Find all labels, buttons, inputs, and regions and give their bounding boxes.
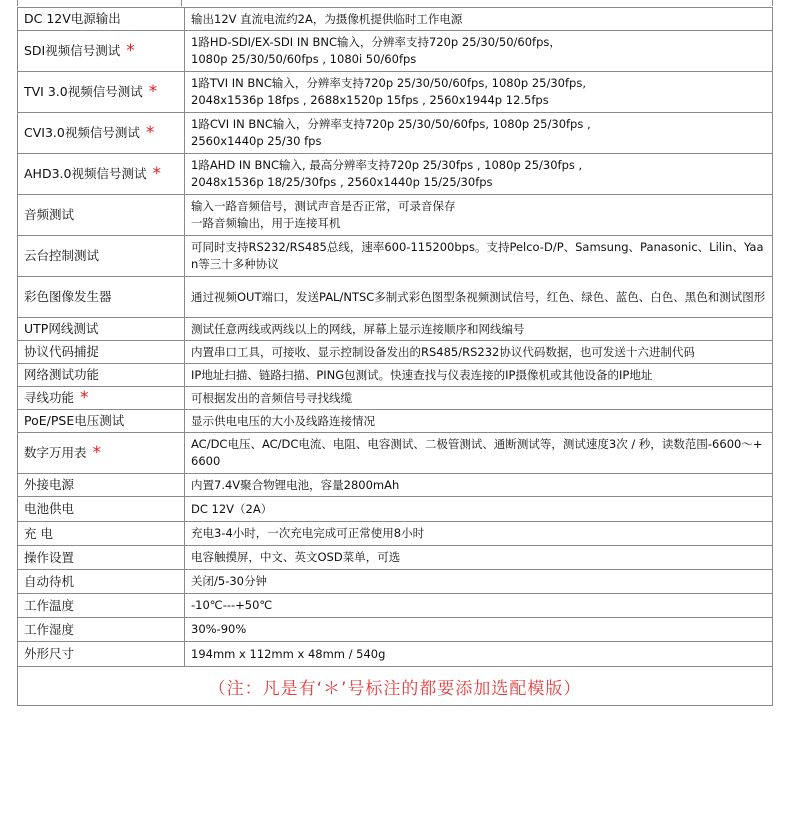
row-value-line: 可根据发出的音频信号寻找线缆 bbox=[191, 390, 352, 405]
table-row bbox=[18, 594, 773, 618]
row-value bbox=[185, 546, 773, 570]
row-label-text: 充 电 bbox=[24, 525, 53, 541]
table-row bbox=[18, 570, 773, 594]
row-label bbox=[18, 594, 185, 618]
row-value-line: 2560x1440p 25/30 fps bbox=[191, 134, 322, 148]
table-top-stub-mid bbox=[181, 0, 182, 6]
row-label bbox=[18, 318, 185, 341]
row-value bbox=[185, 433, 773, 474]
table-row bbox=[18, 642, 773, 667]
row-value-line: 关闭/5-30分钟 bbox=[191, 574, 267, 588]
asterisk-icon: * bbox=[92, 443, 102, 463]
row-value-line: -10℃---+50℃ bbox=[191, 598, 273, 612]
spec-table-body bbox=[18, 8, 773, 667]
table-row bbox=[18, 72, 773, 113]
row-label-text: 外形尺寸 bbox=[24, 646, 75, 661]
row-value-line: 1080p 25/30/50/60fps , 1080i 50/60fps bbox=[191, 52, 417, 66]
table-row bbox=[18, 433, 773, 474]
row-value-line: 可同时支持RS232/RS485总线，速率600-115200bps。支持Pelco-D/P、Samsung、Panasonic、Lilin、Yaan等三十多种协议 bbox=[191, 240, 764, 271]
row-label bbox=[18, 341, 185, 364]
row-value-line: 1路TVI IN BNC输入，分辨率支持720p 25/30/50/60fps, 1080p 25/30fps, bbox=[191, 76, 586, 90]
table-row bbox=[18, 318, 773, 341]
row-label bbox=[18, 72, 185, 113]
row-value-line: 输出12V 直流电流约2A，为摄像机提供临时工作电源 bbox=[191, 11, 463, 26]
asterisk-icon: * bbox=[148, 82, 158, 102]
row-value-line: 内置7.4V聚合物锂电池，容量2800mAh bbox=[191, 477, 400, 492]
row-label-text: 音频测试 bbox=[24, 207, 75, 222]
row-value bbox=[185, 570, 773, 594]
row-label-text: CVI3.0视频信号测试 bbox=[24, 125, 140, 140]
row-label-text: TVI 3.0视频信号测试 bbox=[24, 84, 143, 99]
row-label bbox=[18, 387, 185, 410]
row-value-line: 输入一路音频信号，测试声音是否正常，可录音保存 bbox=[191, 199, 456, 213]
row-value bbox=[185, 522, 773, 546]
row-value bbox=[185, 236, 773, 277]
row-label-text: UTP网线测试 bbox=[24, 321, 99, 336]
row-label bbox=[18, 410, 185, 433]
row-label bbox=[18, 546, 185, 570]
row-label bbox=[18, 364, 185, 387]
row-label bbox=[18, 31, 185, 72]
row-value bbox=[185, 364, 773, 387]
asterisk-icon: * bbox=[145, 123, 155, 143]
row-value bbox=[185, 113, 773, 154]
row-label bbox=[18, 433, 185, 474]
row-value-line: 电容触摸屏，中文、英文OSD菜单，可选 bbox=[191, 550, 401, 564]
table-top-stub-left bbox=[17, 0, 18, 6]
row-value-line: 30%-90% bbox=[191, 622, 247, 636]
row-value bbox=[185, 594, 773, 618]
table-row bbox=[18, 277, 773, 318]
row-label-text: SDI视频信号测试 bbox=[24, 43, 121, 58]
row-value bbox=[185, 474, 773, 497]
row-label bbox=[18, 570, 185, 594]
row-value-line: 194mm x 112mm x 48mm / 540g bbox=[191, 646, 386, 661]
row-label-text: 彩色图像发生器 bbox=[24, 289, 112, 304]
row-value bbox=[185, 195, 773, 236]
row-label-text: PoE/PSE电压测试 bbox=[24, 413, 125, 428]
row-label-text: 电池供电 bbox=[24, 501, 75, 516]
row-value bbox=[185, 618, 773, 642]
table-row bbox=[18, 236, 773, 277]
row-value bbox=[185, 642, 773, 667]
table-row bbox=[18, 410, 773, 433]
row-value-line: 内置串口工具，可接收、显示控制设备发出的RS485/RS232协议代码数据，也可发送十六进制代码 bbox=[191, 344, 695, 359]
asterisk-icon: * bbox=[126, 41, 135, 61]
row-value-line: 2048x1536p 18/25/30fps , 2560x1440p 15/25/30fps bbox=[191, 175, 493, 189]
row-label bbox=[18, 642, 185, 667]
row-label-text: 外接电源 bbox=[24, 477, 75, 492]
row-label bbox=[18, 522, 185, 546]
table-row bbox=[18, 474, 773, 497]
table-row bbox=[18, 154, 773, 195]
row-value-line: 1路HD-SDI/EX-SDI IN BNC输入，分辨率支持720p 25/30/50/60fps， bbox=[191, 35, 561, 49]
table-row bbox=[18, 113, 773, 154]
row-label-text: 网络测试功能 bbox=[24, 367, 100, 382]
row-value bbox=[185, 318, 773, 341]
row-label-text: 寻线功能 bbox=[24, 390, 75, 405]
row-label-text: DC 12V电源输出 bbox=[24, 11, 121, 26]
row-value-line: AC/DC电压、AC/DC电流、电阻、电容测试、二极管测试、通断测试等，测试速度3次 / 秒，读数范围-6600～+6600 bbox=[191, 437, 763, 468]
row-label-text: 自动待机 bbox=[24, 573, 75, 589]
row-value bbox=[185, 154, 773, 195]
asterisk-icon: * bbox=[80, 388, 89, 408]
row-value bbox=[185, 341, 773, 364]
row-value-line: 测试任意两线或两线以上的网线，屏幕上显示连接顺序和网线编号 bbox=[191, 321, 525, 336]
row-value bbox=[185, 410, 773, 433]
row-value-line: 通过视频OUT端口，发送PAL/NTSC多制式彩色图型条视频测试信号，红色、绿色、蓝色、白色、黑色和测试图形 bbox=[191, 289, 766, 304]
row-label-text: 云台控制测试 bbox=[24, 248, 100, 263]
table-row bbox=[18, 546, 773, 570]
row-label bbox=[18, 277, 185, 318]
row-label bbox=[18, 195, 185, 236]
row-label-text: 工作湿度 bbox=[24, 621, 75, 637]
row-label-text: AHD3.0视频信号测试 bbox=[24, 166, 147, 181]
row-label bbox=[18, 8, 185, 31]
row-value bbox=[185, 497, 773, 522]
row-value-line: DC 12V（2A） bbox=[191, 501, 273, 516]
row-label-text: 工作温度 bbox=[24, 597, 75, 613]
footnote: （注：凡是有‘＊’号标注的都要添加选配模版） bbox=[18, 667, 773, 706]
table-row bbox=[18, 31, 773, 72]
row-value-line: 充电3-4小时，一次充电完成可正常使用8小时 bbox=[191, 526, 425, 540]
row-value bbox=[185, 277, 773, 318]
table-row bbox=[18, 618, 773, 642]
table-row bbox=[18, 522, 773, 546]
row-label bbox=[18, 113, 185, 154]
table-row bbox=[18, 497, 773, 522]
row-value-line: 1路AHD IN BNC输入, 最高分辨率支持720p 25/30fps , 1080p 25/30fps , bbox=[191, 158, 583, 172]
footnote-row bbox=[18, 667, 773, 706]
spec-table bbox=[17, 7, 773, 706]
row-label-text: 数字万用表 bbox=[24, 445, 87, 460]
row-value-line: 2048x1536p 18fps , 2688x1520p 15fps , 2560x1944p 12.5fps bbox=[191, 93, 549, 107]
row-label-text: 协议代码捕捉 bbox=[24, 344, 100, 359]
row-label bbox=[18, 474, 185, 497]
row-value-line: 显示供电电压的大小及线路连接情况 bbox=[191, 413, 375, 428]
row-label bbox=[18, 154, 185, 195]
table-row bbox=[18, 341, 773, 364]
row-value bbox=[185, 387, 773, 410]
row-value bbox=[185, 72, 773, 113]
row-label bbox=[18, 497, 185, 522]
row-label bbox=[18, 618, 185, 642]
row-value-line: 1路CVI IN BNC输入，分辨率支持720p 25/30/50/60fps, 1080p 25/30fps , bbox=[191, 117, 591, 131]
table-row bbox=[18, 364, 773, 387]
row-value-line: 一路音频输出，用于连接耳机 bbox=[191, 216, 341, 230]
table-row bbox=[18, 387, 773, 410]
asterisk-icon: * bbox=[152, 164, 161, 184]
table-row bbox=[18, 195, 773, 236]
row-value bbox=[185, 8, 773, 31]
row-value-line: IP地址扫描、链路扫描、PING包测试。快速查找与仪表连接的IP摄像机或其他设备的IP地址 bbox=[191, 367, 653, 382]
row-value bbox=[185, 31, 773, 72]
row-label-text: 操作设置 bbox=[24, 549, 75, 565]
table-row bbox=[18, 8, 773, 31]
row-label bbox=[18, 236, 185, 277]
table-top-stub-right bbox=[772, 0, 773, 6]
